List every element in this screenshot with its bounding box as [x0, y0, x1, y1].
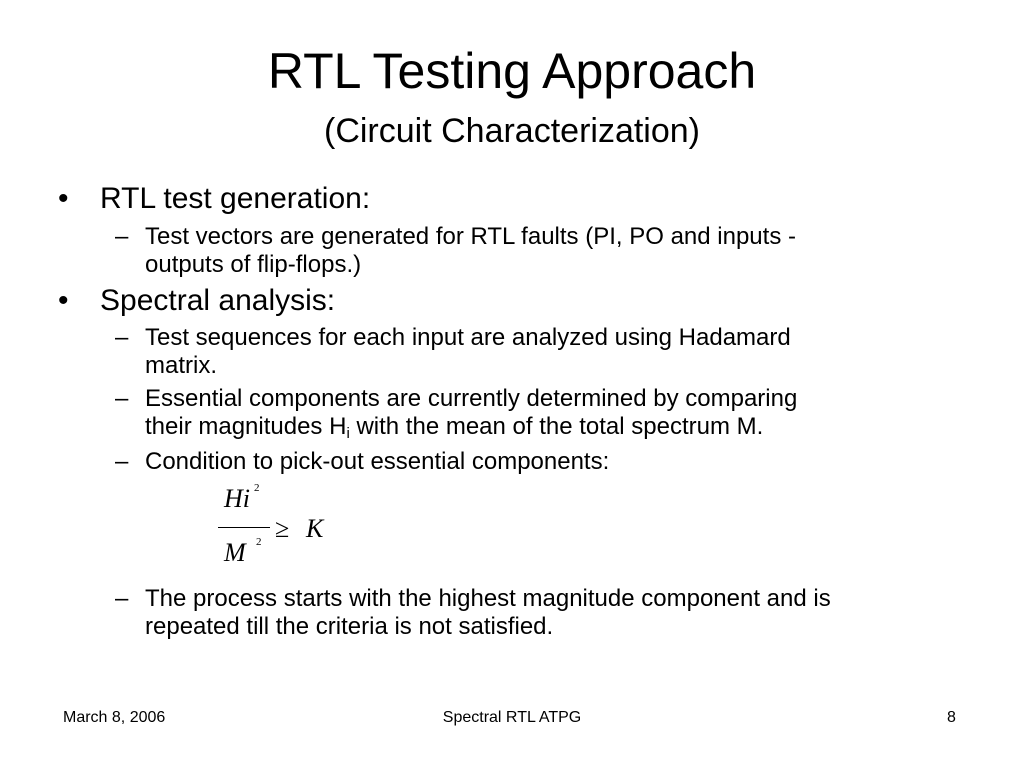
- condition-formula: [212, 484, 332, 574]
- dash-marker: –: [115, 385, 129, 412]
- subitem-line: Essential components are currently determined by comparing: [145, 385, 798, 412]
- subitem-test-sequences: [115, 324, 975, 380]
- dash-marker: –: [115, 223, 129, 250]
- subitem-line: The process starts with the highest magnitude component and is: [145, 585, 831, 612]
- subitem-line: Condition to pick-out essential components:: [145, 448, 610, 475]
- subitem-test-vectors: [115, 223, 975, 279]
- subitem-line: repeated till the criteria is not satisfied.: [145, 613, 554, 640]
- dash-marker: –: [115, 585, 129, 612]
- formula-numerator: Hi: [224, 484, 250, 513]
- subitem-line: outputs of flip-flops.): [145, 251, 362, 278]
- bullet-text: Spectral analysis:: [100, 284, 336, 317]
- bullet-marker: •: [58, 284, 69, 317]
- subitem-process: [115, 585, 975, 641]
- subscript-i: i: [346, 425, 350, 442]
- bullet-spectral-analysis: [58, 284, 336, 318]
- footer-page-number: 8: [947, 709, 956, 726]
- subitem-line: [145, 413, 975, 441]
- formula-denominator: M: [224, 538, 246, 567]
- subitem-line: Test sequences for each input are analyzed using Hadamard: [145, 324, 791, 351]
- slide-subtitle: (Circuit Characterization): [324, 112, 700, 150]
- formula-numerator-exponent: 2: [254, 482, 260, 494]
- slide-title: RTL Testing Approach: [267, 43, 757, 99]
- bullet-rtl-test-generation: [58, 182, 371, 216]
- subitem-condition: [115, 448, 975, 476]
- text-run: their magnitudes H: [145, 413, 347, 440]
- subitem-essential-components: [115, 385, 975, 442]
- bullet-marker: •: [58, 182, 69, 215]
- formula-denominator-exponent: 2: [256, 536, 262, 548]
- formula-rhs: K: [306, 514, 324, 543]
- fraction-bar: [218, 527, 270, 528]
- dash-marker: –: [115, 324, 129, 351]
- formula-relation: ≥: [275, 514, 290, 543]
- dash-marker: –: [115, 448, 129, 475]
- subitem-line: Test vectors are generated for RTL faults (PI, PO and inputs -: [145, 223, 796, 250]
- bullet-text: RTL test generation:: [100, 182, 371, 215]
- subitem-line: matrix.: [145, 352, 217, 379]
- footer-title: Spectral RTL ATPG: [442, 709, 582, 726]
- text-run: with the mean of the total spectrum M.: [349, 413, 764, 440]
- footer-date: March 8, 2006: [63, 709, 166, 726]
